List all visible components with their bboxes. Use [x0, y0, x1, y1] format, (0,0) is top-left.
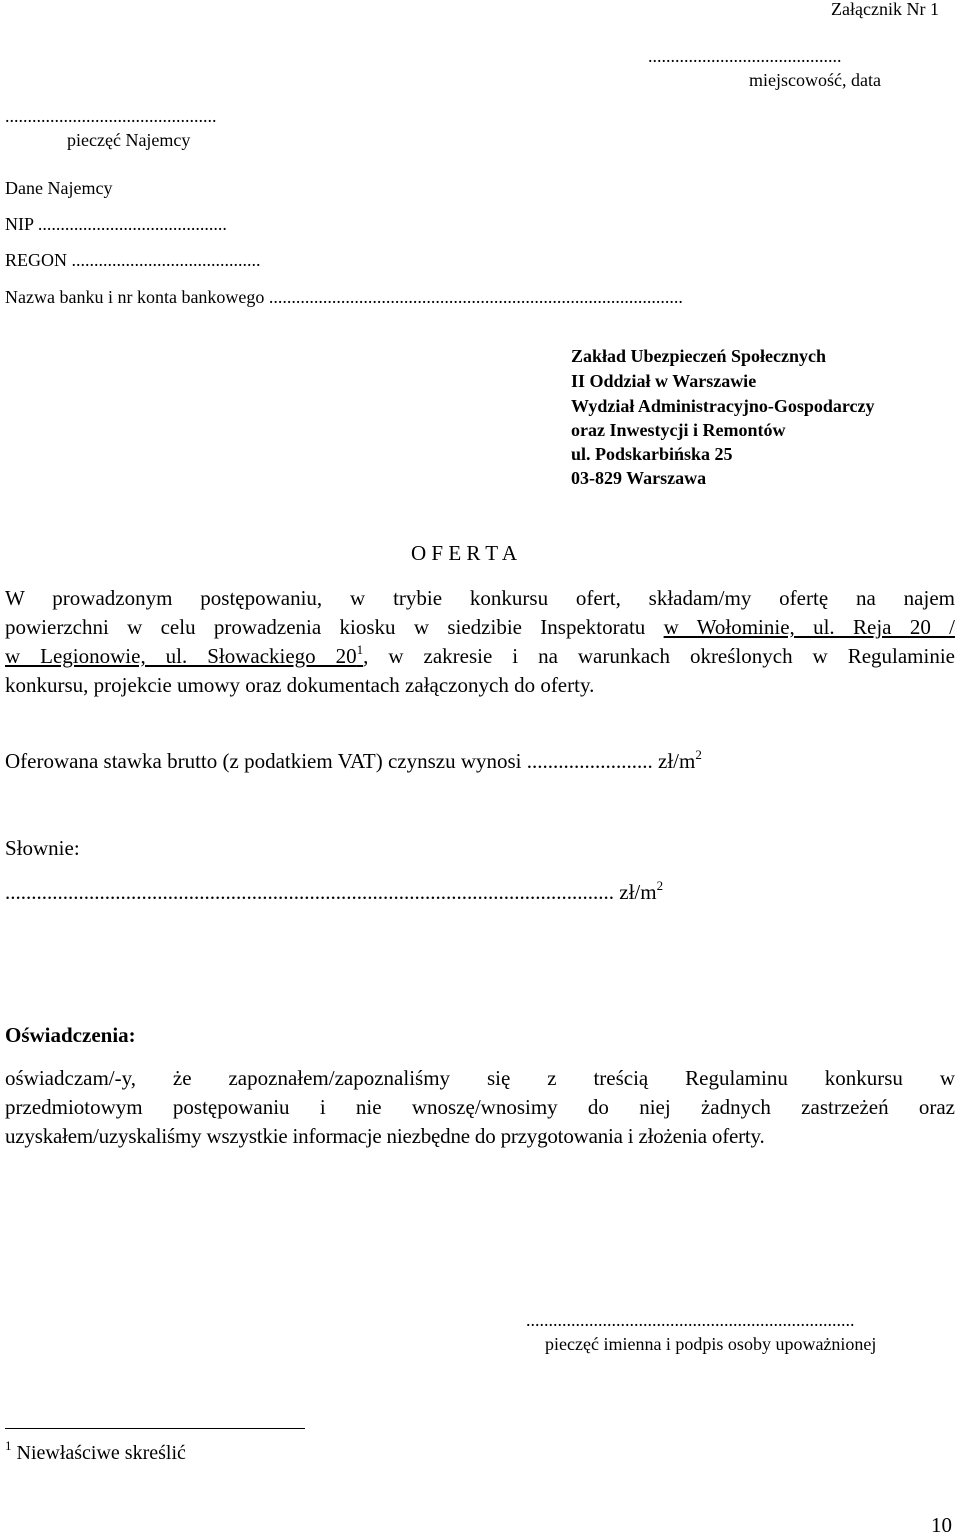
- tenant-stamp-label: pieczęć Najemcy: [67, 130, 191, 150]
- regon-field: REGON ..........................................: [5, 250, 261, 270]
- offer-line-3: [5, 642, 955, 671]
- offer-line-3-rest: , w zakresie i na warunkach określonych w Regulaminie: [363, 644, 955, 668]
- footnote-separator: [5, 1428, 305, 1429]
- bank-account-field: Nazwa banku i nr konta bankowego ............................................................................................: [5, 287, 683, 307]
- footnote-text: Niewłaściwe skreślić: [11, 1442, 186, 1464]
- addressee-line-3: Wydział Administracyjno-Gospodarczy: [571, 396, 875, 416]
- addressee-line-5: ul. Podskarbińska 25: [571, 444, 733, 464]
- footnote-number: 1: [5, 1438, 12, 1453]
- in-words-superscript: 2: [656, 878, 664, 893]
- signature-label: pieczęć imienna i podpis osoby upoważnionej: [545, 1334, 877, 1354]
- offer-line-2: [5, 613, 955, 642]
- footnote: [5, 1438, 186, 1465]
- tenant-stamp-dots: ...............................................: [5, 106, 217, 126]
- addressee-line-6: 03-829 Warszawa: [571, 468, 707, 488]
- signature-dots: .........................................................................: [526, 1310, 855, 1330]
- declaration-line-2: przedmiotowym postępowaniu i nie wnoszę/wnosimy do niej żadnych zastrzeżeń oraz: [5, 1095, 955, 1119]
- footnote-ref: 1: [356, 642, 364, 657]
- rate-line: [5, 749, 702, 774]
- offer-line-1: W prowadzonym postępowaniu, w trybie konkursu ofert, składam/my ofertę na najem: [5, 586, 955, 610]
- offer-paragraph: [5, 584, 955, 700]
- offer-line-4: konkursu, projekcie umowy oraz dokumentach załączonych do oferty.: [5, 673, 595, 697]
- in-words-label: Słownie:: [5, 836, 80, 860]
- page-number: 10: [931, 1513, 952, 1537]
- declaration-line-1: oświadczam/-y, że zapoznałem/zapoznaliśmy się z treścią Regulaminu konkursu w: [5, 1066, 955, 1090]
- addressee-line-2: II Oddział w Warszawie: [571, 371, 757, 391]
- tenant-details-heading: Dane Najemcy: [5, 178, 113, 198]
- place-date-label: miejscowość, data: [749, 70, 881, 90]
- place-date-dots: ...........................................: [648, 46, 842, 66]
- offer-title: O F E R T A: [411, 541, 518, 565]
- offer-line-2-text: powierzchni w celu prowadzenia kiosku w siedzibie Inspektoratu: [5, 615, 664, 639]
- location-legionowo: [5, 644, 363, 668]
- rate-superscript: 2: [695, 747, 702, 762]
- in-words-line: [5, 880, 663, 905]
- location-wolomin: w Wołominie, ul. Reja 20 /: [663, 615, 955, 639]
- attachment-label: Załącznik Nr 1: [831, 0, 939, 19]
- location-legionowo-text: w Legionowie, ul. Słowackiego 20: [5, 644, 357, 668]
- declarations-heading: Oświadczenia:: [5, 1023, 136, 1047]
- declarations-paragraph: [5, 1064, 955, 1151]
- addressee-line-4: oraz Inwestycji i Remontów: [571, 420, 786, 440]
- declaration-line-3: uzyskałem/uzyskaliśmy wszystkie informacje niezbędne do przygotowania i złożenia oferty.: [5, 1124, 765, 1148]
- rate-text: Oferowana stawka brutto (z podatkiem VAT) czynszu wynosi ........................ zł/m: [5, 749, 696, 773]
- nip-field: NIP ..........................................: [5, 214, 227, 234]
- in-words-dots: .................................................................................................................... zł/m: [5, 880, 657, 904]
- addressee-line-1: Zakład Ubezpieczeń Społecznych: [571, 346, 826, 366]
